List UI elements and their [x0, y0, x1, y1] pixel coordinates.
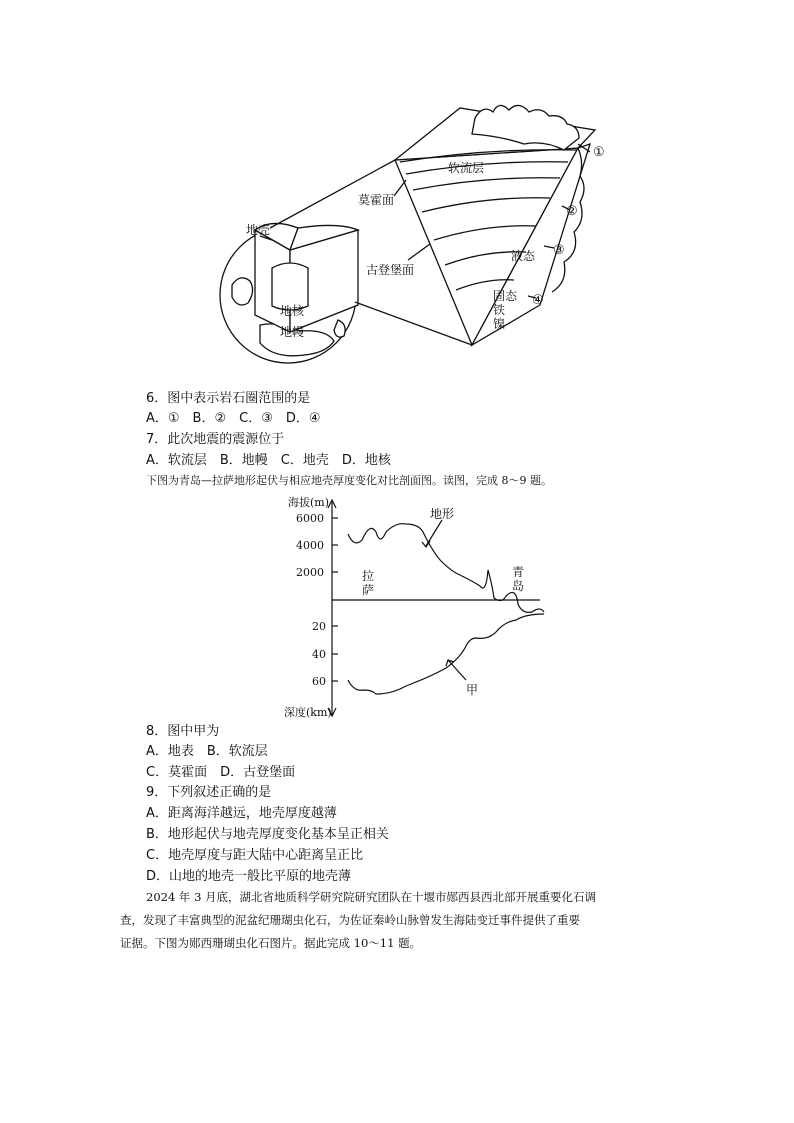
marker-1: ① — [593, 145, 605, 160]
label-lasa-1: 拉 — [362, 569, 375, 583]
y-axis-bottom-label: 深度(km) — [284, 706, 332, 719]
label-qingdao-1: 青 — [512, 565, 525, 579]
continent-shape — [334, 320, 345, 337]
paragraph-line-2: 查，发现了丰富典型的泥盆纪珊瑚虫化石，为佐证秦岭山脉曾发生海陆变迁事件提供了重要 — [120, 913, 580, 927]
q7-options: A．软流层 B．地幔 C．地壳 D．地核 — [146, 453, 391, 468]
tick-60: 60 — [312, 675, 326, 688]
paragraph-line-1: 2024 年 3 月底，湖北省地质科学研究院研究团队在十堰市郧西县西北部开展重要化石调 — [146, 890, 597, 904]
crust-thickness-line — [348, 614, 544, 694]
label-asthenosphere: 软流层 — [448, 161, 485, 175]
earth-interior-diagram — [210, 100, 620, 375]
q8-stem: 8．图中甲为 — [146, 724, 220, 739]
y-axis-top-label: 海拔(m) — [288, 496, 330, 509]
marker-3: ③ — [553, 243, 565, 258]
tick-2000: 2000 — [296, 566, 324, 579]
label-iron: 铁 — [493, 303, 506, 317]
label-liquid: 液态 — [511, 249, 536, 263]
jia-pointer — [448, 660, 466, 680]
label-mantle: 地幔 — [280, 325, 305, 339]
label-lasa-2: 萨 — [362, 583, 375, 597]
marker-4: ④ — [532, 293, 544, 308]
tick-4000: 4000 — [296, 539, 324, 552]
label-jia: 甲 — [466, 683, 479, 697]
label-nickel: 镍 — [493, 317, 506, 331]
label-pointer — [394, 180, 406, 196]
tick-20: 20 — [312, 620, 326, 633]
projection-line — [355, 302, 472, 345]
terrain-pointer — [426, 520, 442, 546]
label-pointer — [408, 244, 430, 260]
q9-option-c: C．地壳厚度与距大陆中心距离呈正比 — [146, 848, 364, 863]
q7-stem: 7．此次地震的震源位于 — [146, 432, 285, 447]
q6-stem: 6．图中表示岩石圈范围的是 — [146, 391, 311, 406]
paragraph-line-3: 证据。下图为郧西珊瑚虫化石图片。据此完成 10～11 题。 — [120, 936, 422, 950]
q8-options-2: C．莫霍面 D．古登堡面 — [146, 765, 296, 780]
intro-paragraph: 下图为青岛—拉萨地形起伏与相应地壳厚度变化对比剖面图。读图，完成 8～9 题。 — [146, 474, 552, 487]
label-moho: 莫霍面 — [358, 193, 395, 207]
label-solid: 固态 — [493, 289, 518, 303]
q9-option-b: B．地形起伏与地壳厚度变化基本呈正相关 — [146, 827, 389, 842]
q8-options-1: A．地表 B．软流层 — [146, 744, 268, 759]
label-core: 地核 — [280, 304, 305, 318]
label-qingdao-2: 岛 — [512, 579, 525, 593]
continent-shape — [232, 278, 253, 305]
q9-stem: 9．下列叙述正确的是 — [146, 785, 272, 800]
marker-2: ② — [566, 204, 578, 219]
q9-option-a: A．距离海洋越远，地壳厚度越薄 — [146, 806, 337, 821]
label-crust: 地壳 — [246, 223, 271, 237]
q9-option-d: D．山地的地壳一般比平原的地壳薄 — [146, 869, 352, 884]
q6-options: A．① B．② C．③ D．④ — [146, 411, 321, 426]
label-terrain: 地形 — [430, 507, 455, 521]
globe-core — [272, 263, 308, 310]
tick-40: 40 — [312, 648, 326, 661]
label-gutenberg: 古登堡面 — [366, 263, 415, 277]
tick-6000: 6000 — [296, 512, 324, 525]
profile-chart — [270, 490, 560, 720]
